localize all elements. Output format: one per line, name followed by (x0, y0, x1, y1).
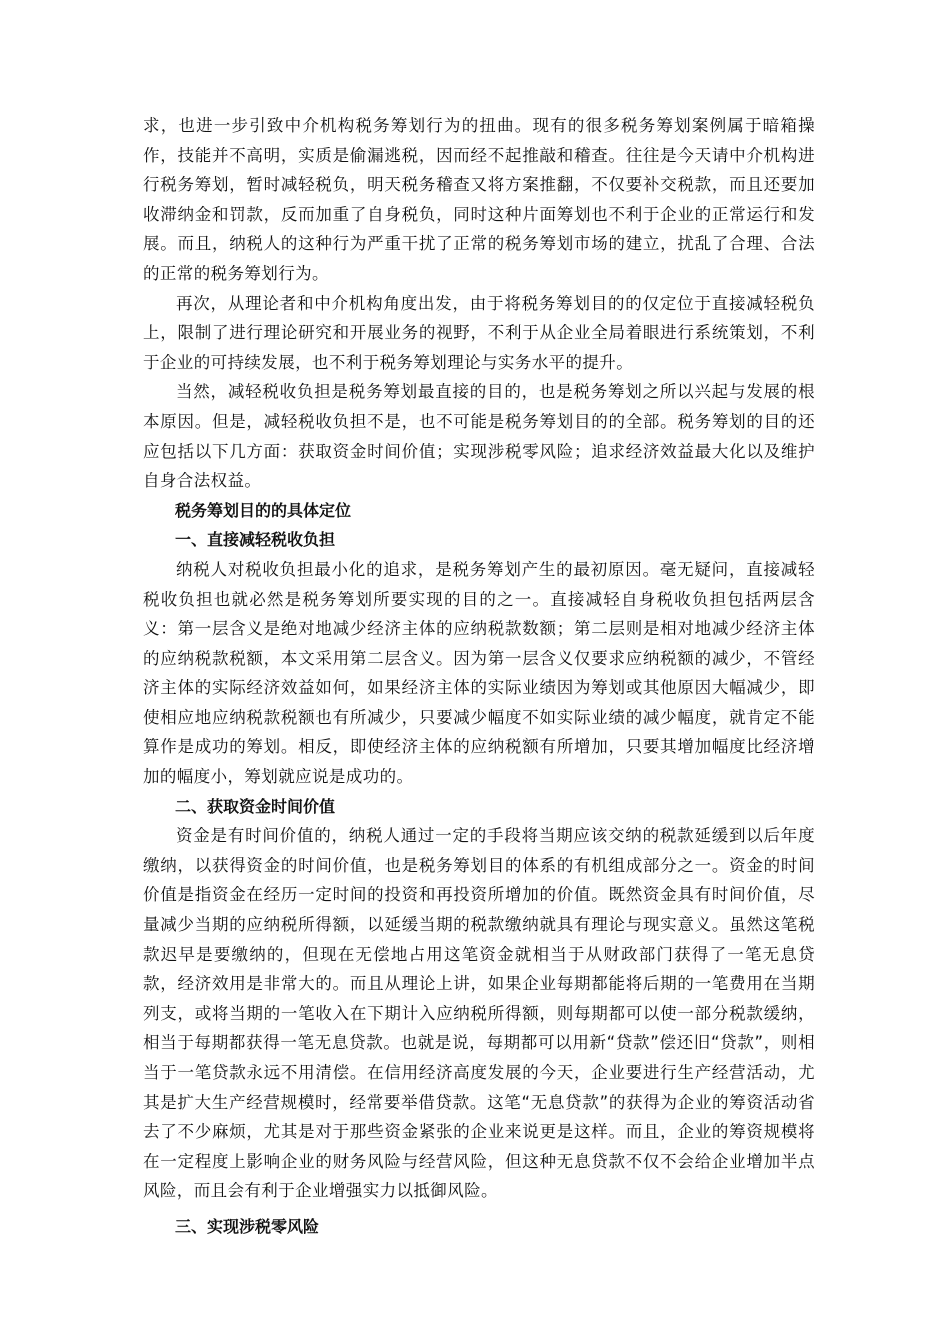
paragraph-intro-1: 求，也进一步引致中介机构税务筹划行为的扭曲。现有的很多税务筹划案例属于暗箱操作，技能并不高明，实质是偷漏逃税，因而经不起推敲和稽查。往往是今天请中介机构进行税务筹划，暂时减轻税负，明天税务稽查又将方案推翻，不仅要补交税款，而且还要加收滞纳金和罚款，反而加重了自身税负，同时这种片面筹划也不利于企业的正常运行和发展。而且，纳税人的这种行为严重干扰了正常的税务筹划市场的建立，扰乱了合理、合法的正常的税务筹划行为。 (143, 116, 815, 283)
document-body (143, 111, 815, 1242)
section-heading-2: 二、获取资金时间价值 (175, 796, 336, 816)
paragraph-intro-3: 当然，减轻税收负担是税务筹划最直接的目的，也是税务筹划之所以兴起与发展的根本原因。但是，减轻税收负担不是，也不可能是税务筹划目的的全部。税务筹划的目的还应包括以下几方面：获取资金时间价值；实现涉税零风险；追求经济效益最大化以及维护自身合法权益。 (143, 382, 815, 491)
section-heading-1: 一、直接减轻税收负担 (175, 530, 336, 550)
section-body-1: 纳税人对税收负担最小化的追求，是税务筹划产生的最初原因。毫无疑问，直接减轻税收负担也就必然是税务筹划所要实现的目的之一。直接减轻自身税收负担包括两层含义：第一层含义是绝对地减少经济主体的应纳税款数额；第二层则是相对地减少经济主体的应纳税款税额，本文采用第二层含义。因为第一层含义仅要求应纳税额的减少，不管经济主体的实际经济效益如何，如果经济主体的实际业绩因为筹划或其他原因大幅减少，即使相应地应纳税款税额也有所减少，只要减少幅度不如实际业绩的减少幅度，就肯定不能算作是成功的筹划。相反，即使经济主体的应纳税额有所增加，只要其增加幅度比经济增加的幅度小，筹划就应说是成功的。 (143, 559, 815, 787)
section-heading-3: 三、实现涉税零风险 (175, 1216, 320, 1236)
section-body-2: 资金是有时间价值的，纳税人通过一定的手段将当期应该交纳的税款延缓到以后年度缴纳，以获得资金的时间价值，也是税务筹划目的体系的有机组成部分之一。资金的时间价值是指资金在经历一定时间的投资和再投资所增加的价值。既然资金具有时间价值，尽量减少当期的应纳税所得额，以延缓当期的税款缴纳就具有理论与现实意义。虽然这笔税款迟早是要缴纳的，但现在无偿地占用这笔资金就相当于从财政部门获得了一笔无息贷款，经济效用是非常大的。而且从理论上讲，如果企业每期都能将后期的一笔费用在当期列支，或将当期的一笔收入在下期计入应纳税所得额，则每期都可以使一部分税款缓纳，相当于每期都获得一笔无息贷款。也就是说，每期都可以用新“贷款”偿还旧“贷款”，则相当于一笔贷款永远不用清偿。在信用经济高度发展的今天，企业要进行生产经营活动，尤其是扩大生产经营规模时，经常要举借贷款。这笔“无息贷款”的获得为企业的筹资活动省去了不少麻烦，尤其是对于那些资金紧张的企业来说更是这样。而且，企业的筹资规模将在一定程度上影响企业的财务风险与经营风险，但这种无息贷款不仅不会给企业增加半点风险，而且会有利于企业增强实力以抵御风险。 (143, 826, 815, 1201)
section-title: 税务筹划目的的具体定位 (175, 500, 352, 520)
paragraph-intro-2: 再次，从理论者和中介机构角度出发，由于将税务筹划目的的仅定位于直接减轻税负上，限制了进行理论研究和开展业务的视野，不利于从企业全局着眼进行系统策划，不利于企业的可持续发展，也不利于税务筹划理论与实务水平的提升。 (143, 293, 815, 372)
